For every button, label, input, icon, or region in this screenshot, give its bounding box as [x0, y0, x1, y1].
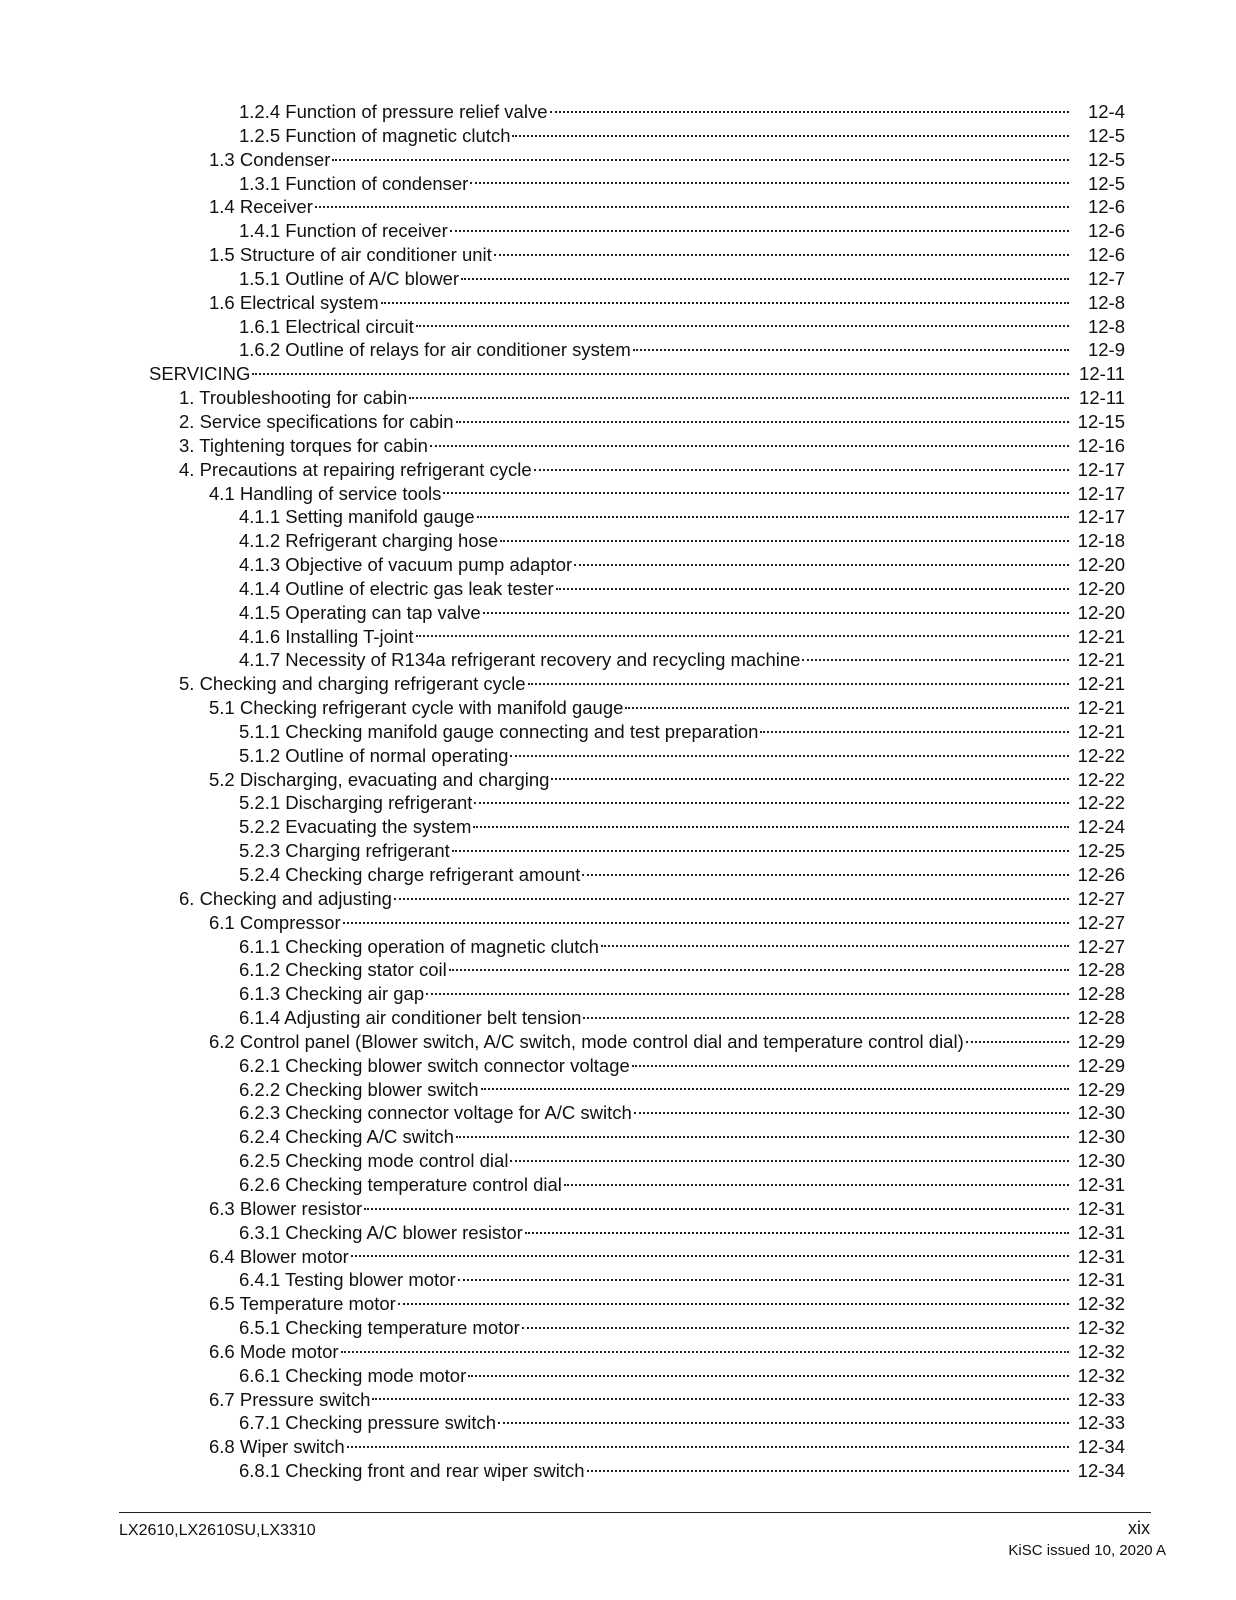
dot-leader: [315, 206, 1069, 208]
dot-leader: [494, 254, 1069, 256]
toc-entry-title: 6.5.1 Checking temperature motor: [239, 1317, 520, 1339]
toc-entry-page: 12-9: [1087, 339, 1125, 361]
toc-entry-title: 1.6 Electrical system: [209, 291, 379, 313]
toc-entry-title: SERVICING: [149, 363, 251, 385]
dot-leader: [966, 1041, 1069, 1043]
toc-entry-page: 12-30: [1077, 1126, 1125, 1148]
toc-entry-page: 12-27: [1077, 911, 1125, 933]
toc-entry-title: 6.4 Blower motor: [209, 1245, 349, 1267]
toc-entry[interactable]: [0, 195, 1236, 219]
toc-entry-page: 12-6: [1087, 196, 1125, 218]
toc-entry-page: 12-17: [1077, 482, 1125, 504]
dot-leader: [582, 874, 1069, 876]
dot-leader: [456, 1136, 1069, 1138]
toc-entry-page: 12-31: [1077, 1245, 1125, 1267]
toc-entry-page: 12-32: [1077, 1293, 1125, 1315]
toc-entry[interactable]: [0, 672, 1236, 696]
toc-entry[interactable]: [0, 100, 1236, 124]
toc-entry[interactable]: [0, 315, 1236, 339]
toc-entry-title: 6.4.1 Testing blower motor: [239, 1269, 456, 1291]
toc-entry[interactable]: [0, 935, 1236, 959]
footer-model-list: LX2610,LX2610SU,LX3310: [119, 1522, 316, 1539]
toc-entry-title: 4. Precautions at repairing refrigerant cycle: [179, 458, 532, 480]
toc-entry-title: 6.1 Compressor: [209, 911, 341, 933]
toc-entry[interactable]: [0, 1078, 1236, 1102]
toc-entry-title: 1.4.1 Function of receiver: [239, 220, 448, 242]
toc-entry-title: 5.1.2 Outline of normal operating: [239, 744, 509, 766]
dot-leader: [802, 659, 1069, 661]
footer-issue-info: KiSC issued 10, 2020 A: [1008, 1542, 1166, 1559]
dot-leader: [498, 1422, 1069, 1424]
toc-entry-title: 5.1 Checking refrigerant cycle with manifold gauge: [209, 697, 624, 719]
dot-leader: [510, 755, 1069, 757]
toc-entry-page: 12-33: [1077, 1412, 1125, 1434]
toc-entry[interactable]: [0, 1054, 1236, 1078]
toc-entry-title: 6.1.1 Checking operation of magnetic clutch: [239, 935, 599, 957]
toc-entry[interactable]: [0, 1388, 1236, 1412]
dot-leader: [632, 1065, 1069, 1067]
toc-entry-title: 1.2.5 Function of magnetic clutch: [239, 124, 511, 146]
dot-leader: [481, 1088, 1069, 1090]
dot-leader: [564, 1184, 1069, 1186]
dot-leader: [625, 707, 1069, 709]
toc-entry-title: 1.6.2 Outline of relays for air conditioner system: [239, 339, 631, 361]
toc-entry[interactable]: [0, 839, 1236, 863]
toc-entry[interactable]: [0, 1221, 1236, 1245]
toc-entry-title: 5.2.1 Discharging refrigerant: [239, 792, 473, 814]
dot-leader: [456, 421, 1069, 423]
toc-entry-title: 5.2 Discharging, evacuating and charging: [209, 768, 550, 790]
toc-entry-title: 1.2.4 Function of pressure relief valve: [239, 101, 548, 122]
toc-entry[interactable]: [0, 529, 1236, 553]
dot-leader: [483, 612, 1069, 614]
toc-entry-page: 12-27: [1077, 935, 1125, 957]
toc-entry[interactable]: [0, 625, 1236, 649]
toc-entry[interactable]: [0, 1340, 1236, 1364]
toc-entry-title: 6.3 Blower resistor: [209, 1197, 363, 1219]
toc-entry-page: 12-34: [1077, 1460, 1125, 1482]
toc-entry-page: 12-30: [1077, 1102, 1125, 1124]
toc-entry[interactable]: [0, 1030, 1236, 1054]
toc-entry[interactable]: [0, 219, 1236, 243]
toc-entry-page: 12-31: [1077, 1197, 1125, 1219]
toc-entry-title: 6.2.4 Checking A/C switch: [239, 1126, 454, 1148]
toc-entry-title: 5. Checking and charging refrigerant cycle: [179, 673, 526, 695]
toc-entry[interactable]: [0, 505, 1236, 529]
dot-leader: [522, 1327, 1069, 1329]
toc-entry-title: 3. Tightening torques for cabin: [179, 434, 428, 456]
toc-entry-page: 12-29: [1077, 1078, 1125, 1100]
toc-entry-page: 12-21: [1077, 673, 1125, 695]
toc-entry-page: 12-28: [1077, 959, 1125, 981]
toc-entry-page: 12-27: [1077, 887, 1125, 909]
toc-entry-title: 1.3.1 Function of condenser: [239, 172, 469, 194]
toc-entry-page: 12-21: [1077, 697, 1125, 719]
toc-entry-title: 1.5.1 Outline of A/C blower: [239, 267, 460, 289]
toc-entry-title: 6.2.3 Checking connector voltage for A/C switch: [239, 1102, 632, 1124]
toc-entry-page: 12-20: [1077, 554, 1125, 576]
toc-entry[interactable]: [0, 1101, 1236, 1125]
dot-leader: [351, 1255, 1069, 1257]
toc-entry-page: 12-6: [1087, 220, 1125, 242]
dot-leader: [760, 731, 1069, 733]
toc-entry-title: 6.7 Pressure switch: [209, 1388, 371, 1410]
dot-leader: [430, 445, 1069, 447]
toc-entry[interactable]: [0, 887, 1236, 911]
toc-entry-page: 12-33: [1077, 1388, 1125, 1410]
toc-entry-title: 6.1.3 Checking air gap: [239, 983, 425, 1005]
dot-leader: [458, 1279, 1069, 1281]
toc-entry[interactable]: [0, 553, 1236, 577]
toc-entry-title: 1.4 Receiver: [209, 196, 313, 218]
dot-leader: [512, 135, 1069, 137]
dot-leader: [452, 850, 1069, 852]
toc-entry-title: 4.1.6 Installing T-joint: [239, 625, 414, 647]
toc-entry-title: 1.6.1 Electrical circuit: [239, 315, 414, 337]
dot-leader: [450, 230, 1069, 232]
dot-leader: [409, 397, 1069, 399]
toc-entry[interactable]: [0, 815, 1236, 839]
toc-entry-page: 12-29: [1077, 1030, 1125, 1052]
toc-entry-title: 1.3 Condenser: [209, 148, 331, 170]
toc-entry-page: 12-29: [1077, 1054, 1125, 1076]
toc-entry[interactable]: [0, 267, 1236, 291]
footer-divider: [119, 1512, 1151, 1513]
toc-entry-page: 12-5: [1087, 124, 1125, 146]
toc-entry[interactable]: [0, 434, 1236, 458]
toc-entry-page: 12-8: [1087, 315, 1125, 337]
toc-entry-title: 1. Troubleshooting for cabin: [179, 387, 408, 409]
toc-entry-title: 6.5 Temperature motor: [209, 1293, 396, 1315]
dot-leader: [473, 826, 1069, 828]
dot-leader: [574, 564, 1069, 566]
dot-leader: [477, 516, 1069, 518]
toc-entry[interactable]: [0, 744, 1236, 768]
footer-page-number: xix: [1128, 1518, 1150, 1538]
toc-entry-page: 12-22: [1077, 768, 1125, 790]
toc-entry-title: 6.3.1 Checking A/C blower resistor: [239, 1221, 523, 1243]
toc-entry-title: 6.6 Mode motor: [209, 1340, 339, 1362]
toc-entry-page: 12-25: [1077, 840, 1125, 862]
toc-entry-title: 4.1 Handling of service tools: [209, 482, 442, 504]
toc-entry[interactable]: [0, 1245, 1236, 1269]
toc-entry[interactable]: [0, 1364, 1236, 1388]
toc-entry-page: 12-6: [1087, 244, 1125, 266]
toc-entry-page: 12-18: [1077, 530, 1125, 552]
dot-leader: [550, 111, 1070, 113]
toc-entry-title: 6.1.2 Checking stator coil: [239, 959, 447, 981]
dot-leader: [416, 325, 1069, 327]
dot-leader: [449, 969, 1069, 971]
toc-entry-page: 12-21: [1077, 720, 1125, 742]
dot-leader: [332, 159, 1069, 161]
dot-leader: [468, 1375, 1069, 1377]
toc-entry-title: 6. Checking and adjusting: [179, 887, 392, 909]
toc-entry-title: 6.2.1 Checking blower switch connector voltage: [239, 1054, 630, 1076]
dot-leader: [364, 1208, 1069, 1210]
toc-entry[interactable]: [0, 720, 1236, 744]
toc-entry-title: 6.2 Control panel (Blower switch, A/C switch, mode control dial and temperature control dial): [209, 1030, 964, 1052]
toc-entry[interactable]: [0, 243, 1236, 267]
toc-entry[interactable]: [0, 911, 1236, 935]
toc-entry[interactable]: [0, 362, 1236, 386]
toc-entry-page: 12-5: [1087, 172, 1125, 194]
toc-entry[interactable]: [0, 1149, 1236, 1173]
toc-entry[interactable]: [0, 1125, 1236, 1149]
toc-entry-title: 2. Service specifications for cabin: [179, 410, 454, 432]
toc-entry-page: 12-11: [1079, 387, 1125, 409]
toc-entry[interactable]: [0, 768, 1236, 792]
toc-entry[interactable]: [0, 982, 1236, 1006]
dot-leader: [551, 778, 1069, 780]
toc-entry-title: 6.7.1 Checking pressure switch: [239, 1412, 497, 1434]
toc-entry-page: 12-16: [1077, 434, 1125, 456]
dot-leader: [347, 1446, 1069, 1448]
toc-entry[interactable]: [0, 386, 1236, 410]
dot-leader: [416, 635, 1070, 637]
toc-entry[interactable]: [0, 291, 1236, 315]
toc-entry[interactable]: [0, 648, 1236, 672]
dot-leader: [470, 182, 1069, 184]
toc-entry-page: 12-21: [1077, 649, 1125, 671]
toc-entry-page: 12-17: [1077, 458, 1125, 480]
toc-entry[interactable]: [0, 1459, 1236, 1483]
toc-entry-title: 6.8 Wiper switch: [209, 1436, 345, 1458]
toc-entry-page: 12-21: [1077, 625, 1125, 647]
toc-entry-page: 12-15: [1077, 410, 1125, 432]
toc-entry[interactable]: [0, 1435, 1236, 1459]
toc-entry[interactable]: [0, 577, 1236, 601]
toc-entry-page: 12-34: [1077, 1436, 1125, 1458]
toc-entry-page: 12-32: [1077, 1364, 1125, 1386]
toc-entry-title: 5.2.4 Checking charge refrigerant amount: [239, 864, 581, 885]
toc-entry-title: 6.6.1 Checking mode motor: [239, 1364, 467, 1386]
toc-entry-title: 6.2.2 Checking blower switch: [239, 1078, 479, 1100]
toc-entry-page: 12-31: [1077, 1173, 1125, 1195]
toc-entry-page: 12-22: [1077, 792, 1125, 814]
toc-entry-title: 6.2.6 Checking temperature control dial: [239, 1173, 562, 1195]
dot-leader: [381, 302, 1069, 304]
dot-leader: [398, 1303, 1069, 1305]
toc-entry-page: 12-24: [1077, 816, 1125, 838]
toc-entry[interactable]: [0, 482, 1236, 506]
dot-leader: [252, 373, 1069, 375]
toc-entry[interactable]: [0, 1268, 1236, 1292]
toc-entry[interactable]: [0, 958, 1236, 982]
toc-entry-title: 6.2.5 Checking mode control dial: [239, 1150, 509, 1172]
dot-leader: [510, 1160, 1069, 1162]
toc-entry-title: 4.1.4 Outline of electric gas leak tester: [239, 577, 554, 599]
toc-entry-page: 12-26: [1077, 864, 1125, 885]
toc-entry[interactable]: [0, 1316, 1236, 1340]
dot-leader: [587, 1470, 1069, 1472]
toc-entry[interactable]: [0, 791, 1236, 815]
toc-entry-page: 12-5: [1087, 148, 1125, 170]
toc-entry-title: 6.8.1 Checking front and rear wiper switch: [239, 1460, 585, 1482]
toc-entry-page: 12-28: [1077, 1007, 1125, 1029]
dot-leader: [372, 1398, 1069, 1400]
dot-leader: [343, 922, 1069, 924]
toc-entry-page: 12-32: [1077, 1340, 1125, 1362]
dot-leader: [474, 802, 1069, 804]
table-of-contents: [0, 100, 1236, 1483]
toc-entry-page: 12-30: [1077, 1150, 1125, 1172]
dot-leader: [534, 469, 1069, 471]
toc-entry[interactable]: [0, 1292, 1236, 1316]
toc-entry[interactable]: [0, 1006, 1236, 1030]
toc-entry-page: 12-8: [1087, 291, 1125, 313]
toc-entry[interactable]: [0, 338, 1236, 362]
toc-entry-title: 5.1.1 Checking manifold gauge connecting and test preparation: [239, 720, 759, 742]
toc-entry-title: 4.1.3 Objective of vacuum pump adaptor: [239, 554, 573, 576]
toc-entry-page: 12-32: [1077, 1317, 1125, 1339]
toc-entry[interactable]: [0, 124, 1236, 148]
dot-leader: [426, 993, 1069, 995]
toc-entry-page: 12-11: [1079, 363, 1125, 385]
dot-leader: [341, 1351, 1069, 1353]
dot-leader: [583, 1017, 1069, 1019]
dot-leader: [633, 349, 1069, 351]
toc-entry-title: 4.1.7 Necessity of R134a refrigerant recovery and recycling machine: [239, 649, 801, 671]
toc-entry-title: 4.1.1 Setting manifold gauge: [239, 506, 475, 528]
toc-entry[interactable]: [0, 1411, 1236, 1435]
toc-entry-page: 12-31: [1077, 1221, 1125, 1243]
toc-entry-title: 5.2.3 Charging refrigerant: [239, 840, 450, 862]
toc-entry[interactable]: [0, 148, 1236, 172]
dot-leader: [461, 278, 1069, 280]
dot-leader: [556, 588, 1069, 590]
toc-entry[interactable]: [0, 696, 1236, 720]
toc-entry-page: 12-22: [1077, 744, 1125, 766]
toc-entry[interactable]: [0, 1173, 1236, 1197]
toc-entry-page: 12-4: [1087, 101, 1125, 122]
toc-entry-page: 12-28: [1077, 983, 1125, 1005]
toc-entry-title: 5.2.2 Evacuating the system: [239, 816, 472, 838]
dot-leader: [528, 683, 1069, 685]
toc-entry-title: 4.1.5 Operating can tap valve: [239, 601, 481, 623]
toc-entry[interactable]: [0, 863, 1236, 887]
dot-leader: [525, 1232, 1069, 1234]
toc-entry-page: 12-7: [1087, 267, 1125, 289]
dot-leader: [394, 898, 1069, 900]
toc-entry[interactable]: [0, 601, 1236, 625]
dot-leader: [601, 945, 1069, 947]
toc-entry[interactable]: [0, 1197, 1236, 1221]
toc-entry-title: 6.1.4 Adjusting air conditioner belt tension: [239, 1007, 582, 1029]
toc-entry[interactable]: [0, 172, 1236, 196]
dot-leader: [634, 1112, 1069, 1114]
toc-entry-title: 1.5 Structure of air conditioner unit: [209, 244, 492, 266]
toc-entry[interactable]: [0, 410, 1236, 434]
dot-leader: [443, 492, 1069, 494]
toc-entry-page: 12-20: [1077, 577, 1125, 599]
toc-entry-page: 12-20: [1077, 601, 1125, 623]
dot-leader: [500, 540, 1069, 542]
toc-entry[interactable]: [0, 458, 1236, 482]
toc-entry-title: 4.1.2 Refrigerant charging hose: [239, 530, 499, 552]
toc-entry-page: 12-17: [1077, 506, 1125, 528]
toc-entry-page: 12-31: [1077, 1269, 1125, 1291]
